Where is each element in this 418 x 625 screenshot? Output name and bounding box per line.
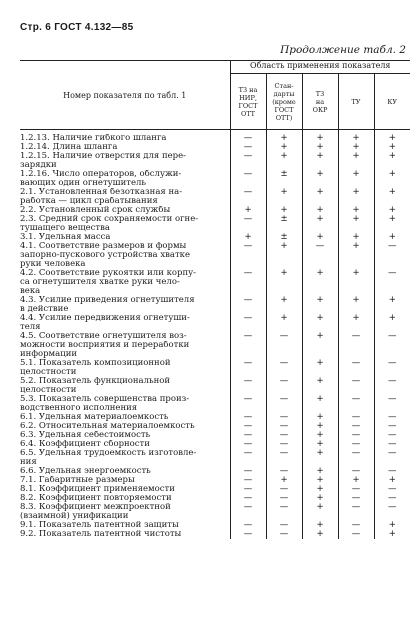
indicator-name [20, 413, 230, 422]
applicability-mark: — [230, 521, 266, 530]
indicator-name [20, 467, 230, 476]
indicator-name [20, 296, 230, 314]
applicability-mark: + [302, 215, 338, 233]
indicator-name-line: информации [20, 350, 78, 359]
indicator-name [20, 134, 230, 143]
applicability-mark: — [388, 502, 397, 512]
applicability-mark: — [230, 503, 266, 521]
applicability-mark: + [302, 314, 338, 332]
indicator-name [20, 503, 230, 521]
indicator-name-line: 8.2. Коэффициент повторяемости [20, 494, 172, 503]
applicability-mark: + [388, 133, 396, 143]
applicability-mark: + [302, 143, 338, 152]
applicability-mark: + [302, 188, 338, 206]
applicability-mark: — [230, 494, 266, 503]
indicator-name-line: 9.2. Показатель патентной чистоты [20, 530, 182, 539]
applicability-mark: + [302, 269, 338, 296]
applicability-mark: — [230, 395, 266, 413]
table-row [20, 503, 410, 521]
applicability-mark: — [388, 394, 397, 404]
applicability-mark: — [388, 421, 397, 431]
header-col-line: КУ [387, 97, 398, 106]
applicability-mark: + [338, 215, 374, 233]
applicability-mark: — [338, 395, 374, 413]
applicability-mark: — [388, 493, 397, 503]
applicability-mark: — [338, 422, 374, 431]
table-row [20, 170, 410, 188]
indicator-name-line: 1.2.13. Наличие гибкого шланга [20, 134, 167, 143]
applicability-mark: — [338, 521, 374, 530]
table-row [20, 296, 410, 314]
applicability-mark: — [266, 503, 302, 521]
applicability-mark: + [302, 359, 338, 377]
table-row [20, 314, 410, 332]
applicability-mark: — [230, 269, 266, 296]
applicability-mark: + [302, 530, 338, 539]
applicability-mark: + [388, 529, 396, 539]
applicability-mark: — [266, 521, 302, 530]
applicability-mark: + [302, 521, 338, 530]
header-col-line: дарты [273, 89, 295, 98]
applicability-mark: + [302, 494, 338, 503]
indicator-name-line: тушащего вещества [20, 224, 110, 233]
applicability-mark: + [302, 431, 338, 440]
table-continuation-caption: Продолжение табл. 2 [280, 44, 406, 56]
applicability-mark: + [266, 143, 302, 152]
applicability-mark: — [230, 530, 266, 539]
applicability-mark: — [266, 440, 302, 449]
applicability-mark: + [302, 503, 338, 521]
applicability-mark: + [302, 485, 338, 494]
indicator-name-line: целостности [20, 368, 77, 377]
indicator-name-line: 1.2.14. Длина шланга [20, 143, 118, 152]
indicator-name-line: 9.1. Показатель патентной защиты [20, 521, 179, 530]
applicability-mark: + [338, 476, 374, 485]
applicability-mark: + [302, 152, 338, 170]
applicability-mark: — [266, 485, 302, 494]
indicator-name-line: века [20, 287, 41, 296]
header-col-line: ТУ [351, 97, 361, 106]
indicator-name [20, 422, 230, 431]
indicator-name-line: 1.2.15. Наличие отверстия для пере- [20, 152, 187, 161]
applicability-mark: — [338, 377, 374, 395]
applicability-mark: + [338, 188, 374, 206]
indicator-name-line: 5.2. Показатель функциональной [20, 377, 171, 386]
indicator-name [20, 359, 230, 377]
applicability-mark: + [338, 296, 374, 314]
table-row [20, 215, 410, 233]
indicator-name-line: 6.4. Коэффициент сборности [20, 440, 150, 449]
applicability-mark: — [230, 314, 266, 332]
applicability-mark: + [338, 242, 374, 269]
applicability-mark: + [302, 476, 338, 485]
indicator-name-line: са огнетушителя хватке руки чело- [20, 278, 180, 287]
applicability-mark: — [230, 332, 266, 359]
indicator-name [20, 440, 230, 449]
indicator-name-line: теля [20, 323, 41, 332]
applicability-mark: + [388, 151, 396, 161]
table-row [20, 395, 410, 413]
indicator-name-line: 6.2. Относительная материалоемкость [20, 422, 195, 431]
applicability-mark: — [266, 413, 302, 422]
indicator-name-line: 2.2. Установленный срок службы [20, 206, 171, 215]
header-col-line: (кроме [272, 97, 296, 106]
applicability-mark: — [388, 268, 397, 278]
header-col-line: ТЗ [315, 89, 325, 98]
applicability-mark: + [266, 314, 302, 332]
applicability-mark: — [338, 359, 374, 377]
applicability-mark: + [338, 143, 374, 152]
table-row [20, 188, 410, 206]
applicability-mark: — [230, 134, 266, 143]
indicator-name-line: 1.2.16. Число операторов, обслужи- [20, 170, 182, 179]
applicability-mark: + [302, 206, 338, 215]
header-col-line: ТЗ на [238, 85, 258, 94]
applicability-mark: ± [266, 233, 302, 242]
indicator-name [20, 233, 230, 242]
applicability-mark: — [266, 395, 302, 413]
table-row [20, 152, 410, 170]
applicability-mark: + [302, 332, 338, 359]
indicator-name-line: 6.5. Удельная трудоемкость изготовле- [20, 449, 197, 458]
table-row [20, 269, 410, 296]
indicator-name-line: 4.1. Соответствие размеров и формы [20, 242, 187, 251]
header-col-5 [374, 74, 410, 130]
indicator-name-line: руки человека [20, 260, 86, 269]
applicability-mark: + [266, 476, 302, 485]
header-col-line: Стан- [274, 81, 294, 90]
indicator-name [20, 206, 230, 215]
indicators-table [20, 60, 410, 539]
indicator-name [20, 215, 230, 233]
applicability-mark: — [388, 358, 397, 368]
applicability-mark: + [266, 296, 302, 314]
applicability-mark: — [230, 215, 266, 233]
applicability-mark: + [388, 232, 396, 242]
indicator-name-line: 5.1. Показатель композиционной [20, 359, 171, 368]
page-header: Стр. 6 ГОСТ 4.132—85 [20, 22, 134, 33]
applicability-mark: — [230, 422, 266, 431]
applicability-mark: — [388, 448, 397, 458]
applicability-mark: — [266, 431, 302, 440]
applicability-mark: + [338, 233, 374, 242]
applicability-mark: + [388, 313, 396, 323]
applicability-mark: — [230, 188, 266, 206]
applicability-mark: — [230, 242, 266, 269]
applicability-mark: + [338, 269, 374, 296]
applicability-mark: + [266, 206, 302, 215]
applicability-mark: — [266, 422, 302, 431]
applicability-mark: + [388, 520, 396, 530]
applicability-mark: + [266, 134, 302, 143]
indicator-name [20, 431, 230, 440]
applicability-mark: — [230, 413, 266, 422]
applicability-mark: — [388, 331, 397, 341]
indicator-name-line: 5.3. Показатель совершенства произ- [20, 395, 190, 404]
applicability-mark: — [230, 377, 266, 395]
applicability-mark: — [338, 413, 374, 422]
applicability-mark: + [302, 440, 338, 449]
applicability-mark: — [388, 430, 397, 440]
indicator-name [20, 395, 230, 413]
applicability-mark: — [338, 503, 374, 521]
applicability-mark: + [266, 242, 302, 269]
table-row [20, 332, 410, 359]
applicability-mark: — [266, 530, 302, 539]
applicability-mark: + [302, 134, 338, 143]
indicator-name [20, 152, 230, 170]
header-col-line: на [315, 97, 325, 106]
applicability-mark: — [302, 242, 338, 269]
indicator-name [20, 242, 230, 269]
table-row [20, 377, 410, 395]
applicability-mark: — [338, 530, 374, 539]
applicability-mark: — [388, 376, 397, 386]
indicator-name-line: 7.1. Габаритные размеры [20, 476, 135, 485]
indicator-name [20, 314, 230, 332]
applicability-mark: — [388, 439, 397, 449]
applicability-mark: — [230, 359, 266, 377]
indicator-name-line: работка — цикл срабатывания [20, 197, 158, 206]
applicability-mark: + [388, 205, 396, 215]
applicability-mark: + [230, 233, 266, 242]
indicator-name [20, 485, 230, 494]
indicator-name [20, 188, 230, 206]
indicator-name [20, 476, 230, 485]
indicator-name-line: можности восприятия и переработки [20, 341, 190, 350]
header-col-2 [266, 74, 302, 130]
applicability-mark: + [302, 413, 338, 422]
applicability-mark: + [266, 269, 302, 296]
applicability-mark: — [266, 332, 302, 359]
indicator-name-line: 3.1. Удельная масса [20, 233, 111, 242]
indicator-name-line: 2.3. Средний срок сохраняемости огне- [20, 215, 199, 224]
applicability-mark: + [388, 187, 396, 197]
applicability-mark: + [388, 142, 396, 152]
applicability-mark: — [338, 494, 374, 503]
applicability-mark: + [338, 170, 374, 188]
applicability-mark: + [266, 152, 302, 170]
applicability-mark: — [266, 494, 302, 503]
header-col-4 [338, 74, 374, 130]
indicator-name [20, 143, 230, 152]
header-col-3 [302, 74, 338, 130]
applicability-mark: + [302, 170, 338, 188]
table-row [20, 242, 410, 269]
table-row [20, 530, 410, 539]
applicability-mark: + [338, 314, 374, 332]
indicator-name-line: 8.3. Коэффициент межпроектной [20, 503, 171, 512]
indicator-name-line: 2.1. Установленная безотказная на- [20, 188, 183, 197]
indicator-name [20, 530, 230, 539]
indicator-name-line: 4.4. Усилие передвижения огнетуши- [20, 314, 190, 323]
indicator-name [20, 521, 230, 530]
applicability-mark: + [388, 295, 396, 305]
applicability-mark: — [230, 296, 266, 314]
applicability-mark: ± [266, 170, 302, 188]
header-col-line: ОКР [312, 105, 328, 114]
indicator-name-line: ния [20, 458, 37, 467]
indicator-name-line: запорно-пускового устройства хватке [20, 251, 191, 260]
indicator-name-line: зарядки [20, 161, 57, 170]
indicator-name [20, 170, 230, 188]
indicator-name-line: 4.2. Соответствие рукоятки или корпу- [20, 269, 196, 278]
applicability-mark: — [338, 431, 374, 440]
applicability-mark: + [302, 233, 338, 242]
applicability-mark: — [388, 412, 397, 422]
applicability-mark: + [266, 188, 302, 206]
applicability-mark: — [230, 440, 266, 449]
applicability-mark: + [302, 422, 338, 431]
indicator-name-line: целостности [20, 386, 77, 395]
indicator-name-line: в действие [20, 305, 69, 314]
applicability-mark: + [230, 206, 266, 215]
applicability-mark: — [230, 431, 266, 440]
applicability-mark: + [302, 377, 338, 395]
indicator-name [20, 449, 230, 467]
indicator-name-line: 6.6. Удельная энергоемкость [20, 467, 151, 476]
applicability-mark: — [230, 476, 266, 485]
indicator-name-line: 4.5. Соответствие огнетушителя воз- [20, 332, 187, 341]
header-col-1 [230, 74, 266, 130]
indicator-name [20, 269, 230, 296]
applicability-mark: — [338, 485, 374, 494]
applicability-mark: — [230, 143, 266, 152]
applicability-mark: — [230, 485, 266, 494]
indicator-name-line: (взаимной) унификации [20, 512, 129, 521]
applicability-mark: — [230, 152, 266, 170]
applicability-mark: — [266, 377, 302, 395]
header-col-line: ГОСТ [238, 101, 258, 110]
indicator-name-line: водственного исполнения [20, 404, 138, 413]
table-row [20, 359, 410, 377]
indicator-name-line: вающих один огнетушитель [20, 179, 146, 188]
applicability-mark: — [338, 332, 374, 359]
applicability-mark: + [388, 214, 396, 224]
applicability-mark: + [338, 152, 374, 170]
indicator-name-line: 8.1. Коэффициент применяемости [20, 485, 175, 494]
applicability-mark: ± [266, 215, 302, 233]
applicability-mark: + [302, 467, 338, 476]
applicability-mark: — [230, 467, 266, 476]
applicability-mark: — [338, 440, 374, 449]
applicability-mark: — [388, 484, 397, 494]
applicability-mark: + [302, 296, 338, 314]
applicability-mark: + [338, 134, 374, 143]
applicability-mark: + [302, 449, 338, 467]
applicability-mark: — [266, 467, 302, 476]
applicability-mark: + [388, 169, 396, 179]
applicability-mark: — [230, 170, 266, 188]
indicator-name [20, 377, 230, 395]
applicability-mark: + [302, 395, 338, 413]
indicator-name-line: 6.3. Удельная себестоимость [20, 431, 151, 440]
table-row [20, 449, 410, 467]
applicability-mark: — [230, 449, 266, 467]
applicability-mark: — [266, 449, 302, 467]
applicability-mark: — [388, 466, 397, 476]
indicator-name-line: 6.1. Удельная материалоемкость [20, 413, 169, 422]
applicability-mark: — [338, 467, 374, 476]
indicator-name-line: 4.3. Усилие приведения огнетушителя [20, 296, 195, 305]
applicability-mark: — [266, 359, 302, 377]
header-col-line: ОТТ [241, 109, 255, 118]
header-indicator-number: Номер показателя по табл. 1 [20, 61, 230, 130]
applicability-mark: + [338, 206, 374, 215]
indicator-name [20, 494, 230, 503]
header-col-line: ГОСТ ОТТ) [274, 105, 294, 122]
indicator-name [20, 332, 230, 359]
applicability-mark: — [388, 241, 397, 251]
applicability-mark: + [388, 475, 396, 485]
applicability-mark: — [338, 449, 374, 467]
header-application-area: Область применения показателя [230, 61, 410, 74]
header-col-line: НИР, [239, 93, 257, 102]
